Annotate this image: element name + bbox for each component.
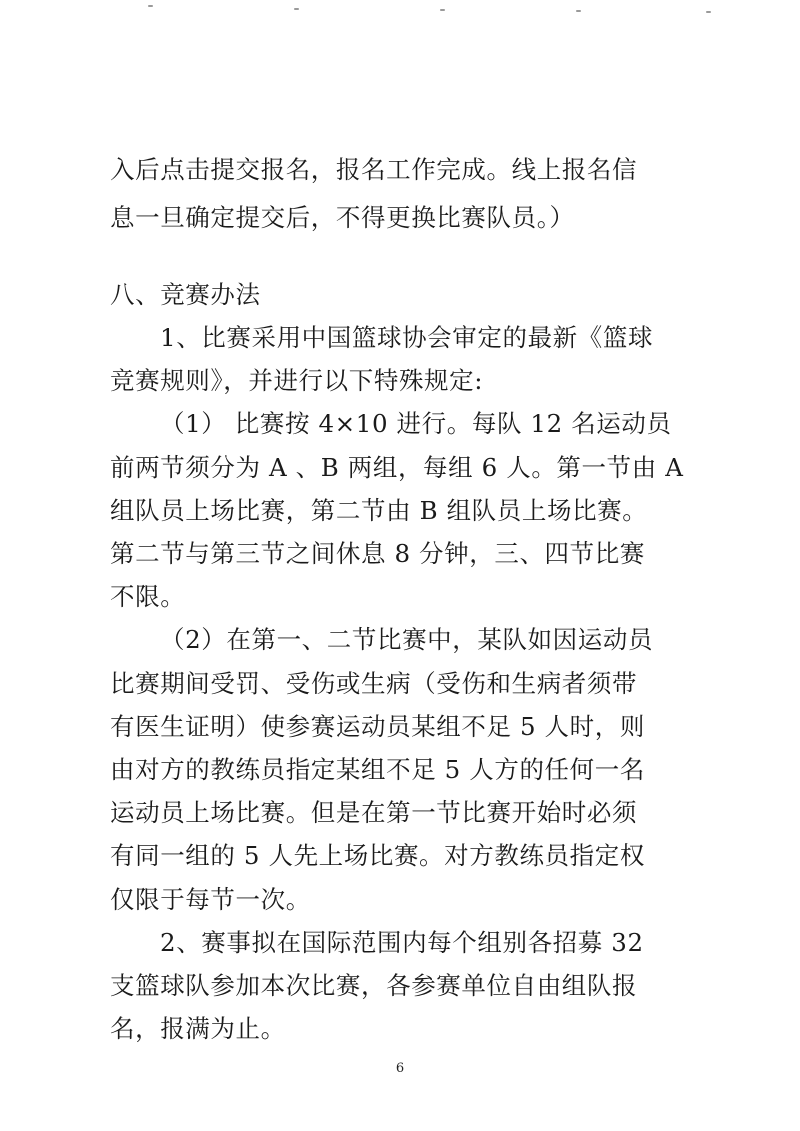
text-line-2: 息一旦确定提交后，不得更换比赛队员。） (110, 203, 575, 232)
text-line-12: 比赛期间受罚、受伤或生病（受伤和生病者须带 (110, 669, 638, 698)
text-line-17: 仅限于每节一次。 (110, 885, 311, 914)
scan-mark (706, 11, 711, 13)
text-line-18: 2、赛事拟在国际范围内每个组别各招募 32 (160, 928, 644, 957)
text-line-19: 支篮球队参加本次比赛，各参赛单位自由组队报 (110, 971, 638, 1000)
text-line-4: 1、比赛采用中国篮球协会审定的最新《篮球 (160, 323, 654, 352)
text-line-10: 不限。 (110, 582, 186, 611)
scan-mark (440, 9, 445, 11)
text-line-15: 运动员上场比赛。但是在第一节比赛开始时必须 (110, 798, 638, 827)
text-line-13: 有医生证明）使参赛运动员某组不足 5 人时，则 (110, 712, 645, 741)
text-line-5: 竞赛规则》，并进行以下特殊规定: (110, 366, 484, 395)
text-line-14: 由对方的教练员指定某组不足 5 人方的任何一名 (110, 755, 645, 784)
text-line-9: 第二节与第三节之间休息 8 分钟，三、四节比赛 (110, 539, 645, 568)
text-line-20: 名，报满为止。 (110, 1014, 286, 1043)
text-line-1: 入后点击提交报名，报名工作完成。线上报名信 (110, 155, 638, 184)
text-line-11: （2）在第一、二节比赛中，某队如因运动员 (160, 625, 654, 654)
text-line-16: 有同一组的 5 人先上场比赛。对方教练员指定权 (110, 841, 645, 870)
scan-mark (148, 5, 153, 7)
text-line-6: （1） 比赛按 4×10 进行。每队 12 名运动员 (160, 409, 672, 438)
scan-mark (294, 8, 299, 10)
text-line-7: 前两节须分为 A 、B 两组，每组 6 人。第一节由 A (110, 453, 684, 482)
section-heading: 八、竞赛办法 (110, 280, 261, 309)
scan-mark (576, 10, 581, 12)
page-number: 6 (395, 1061, 405, 1076)
text-line-8: 组队员上场比赛，第二节由 B 组队员上场比赛。 (110, 496, 648, 525)
